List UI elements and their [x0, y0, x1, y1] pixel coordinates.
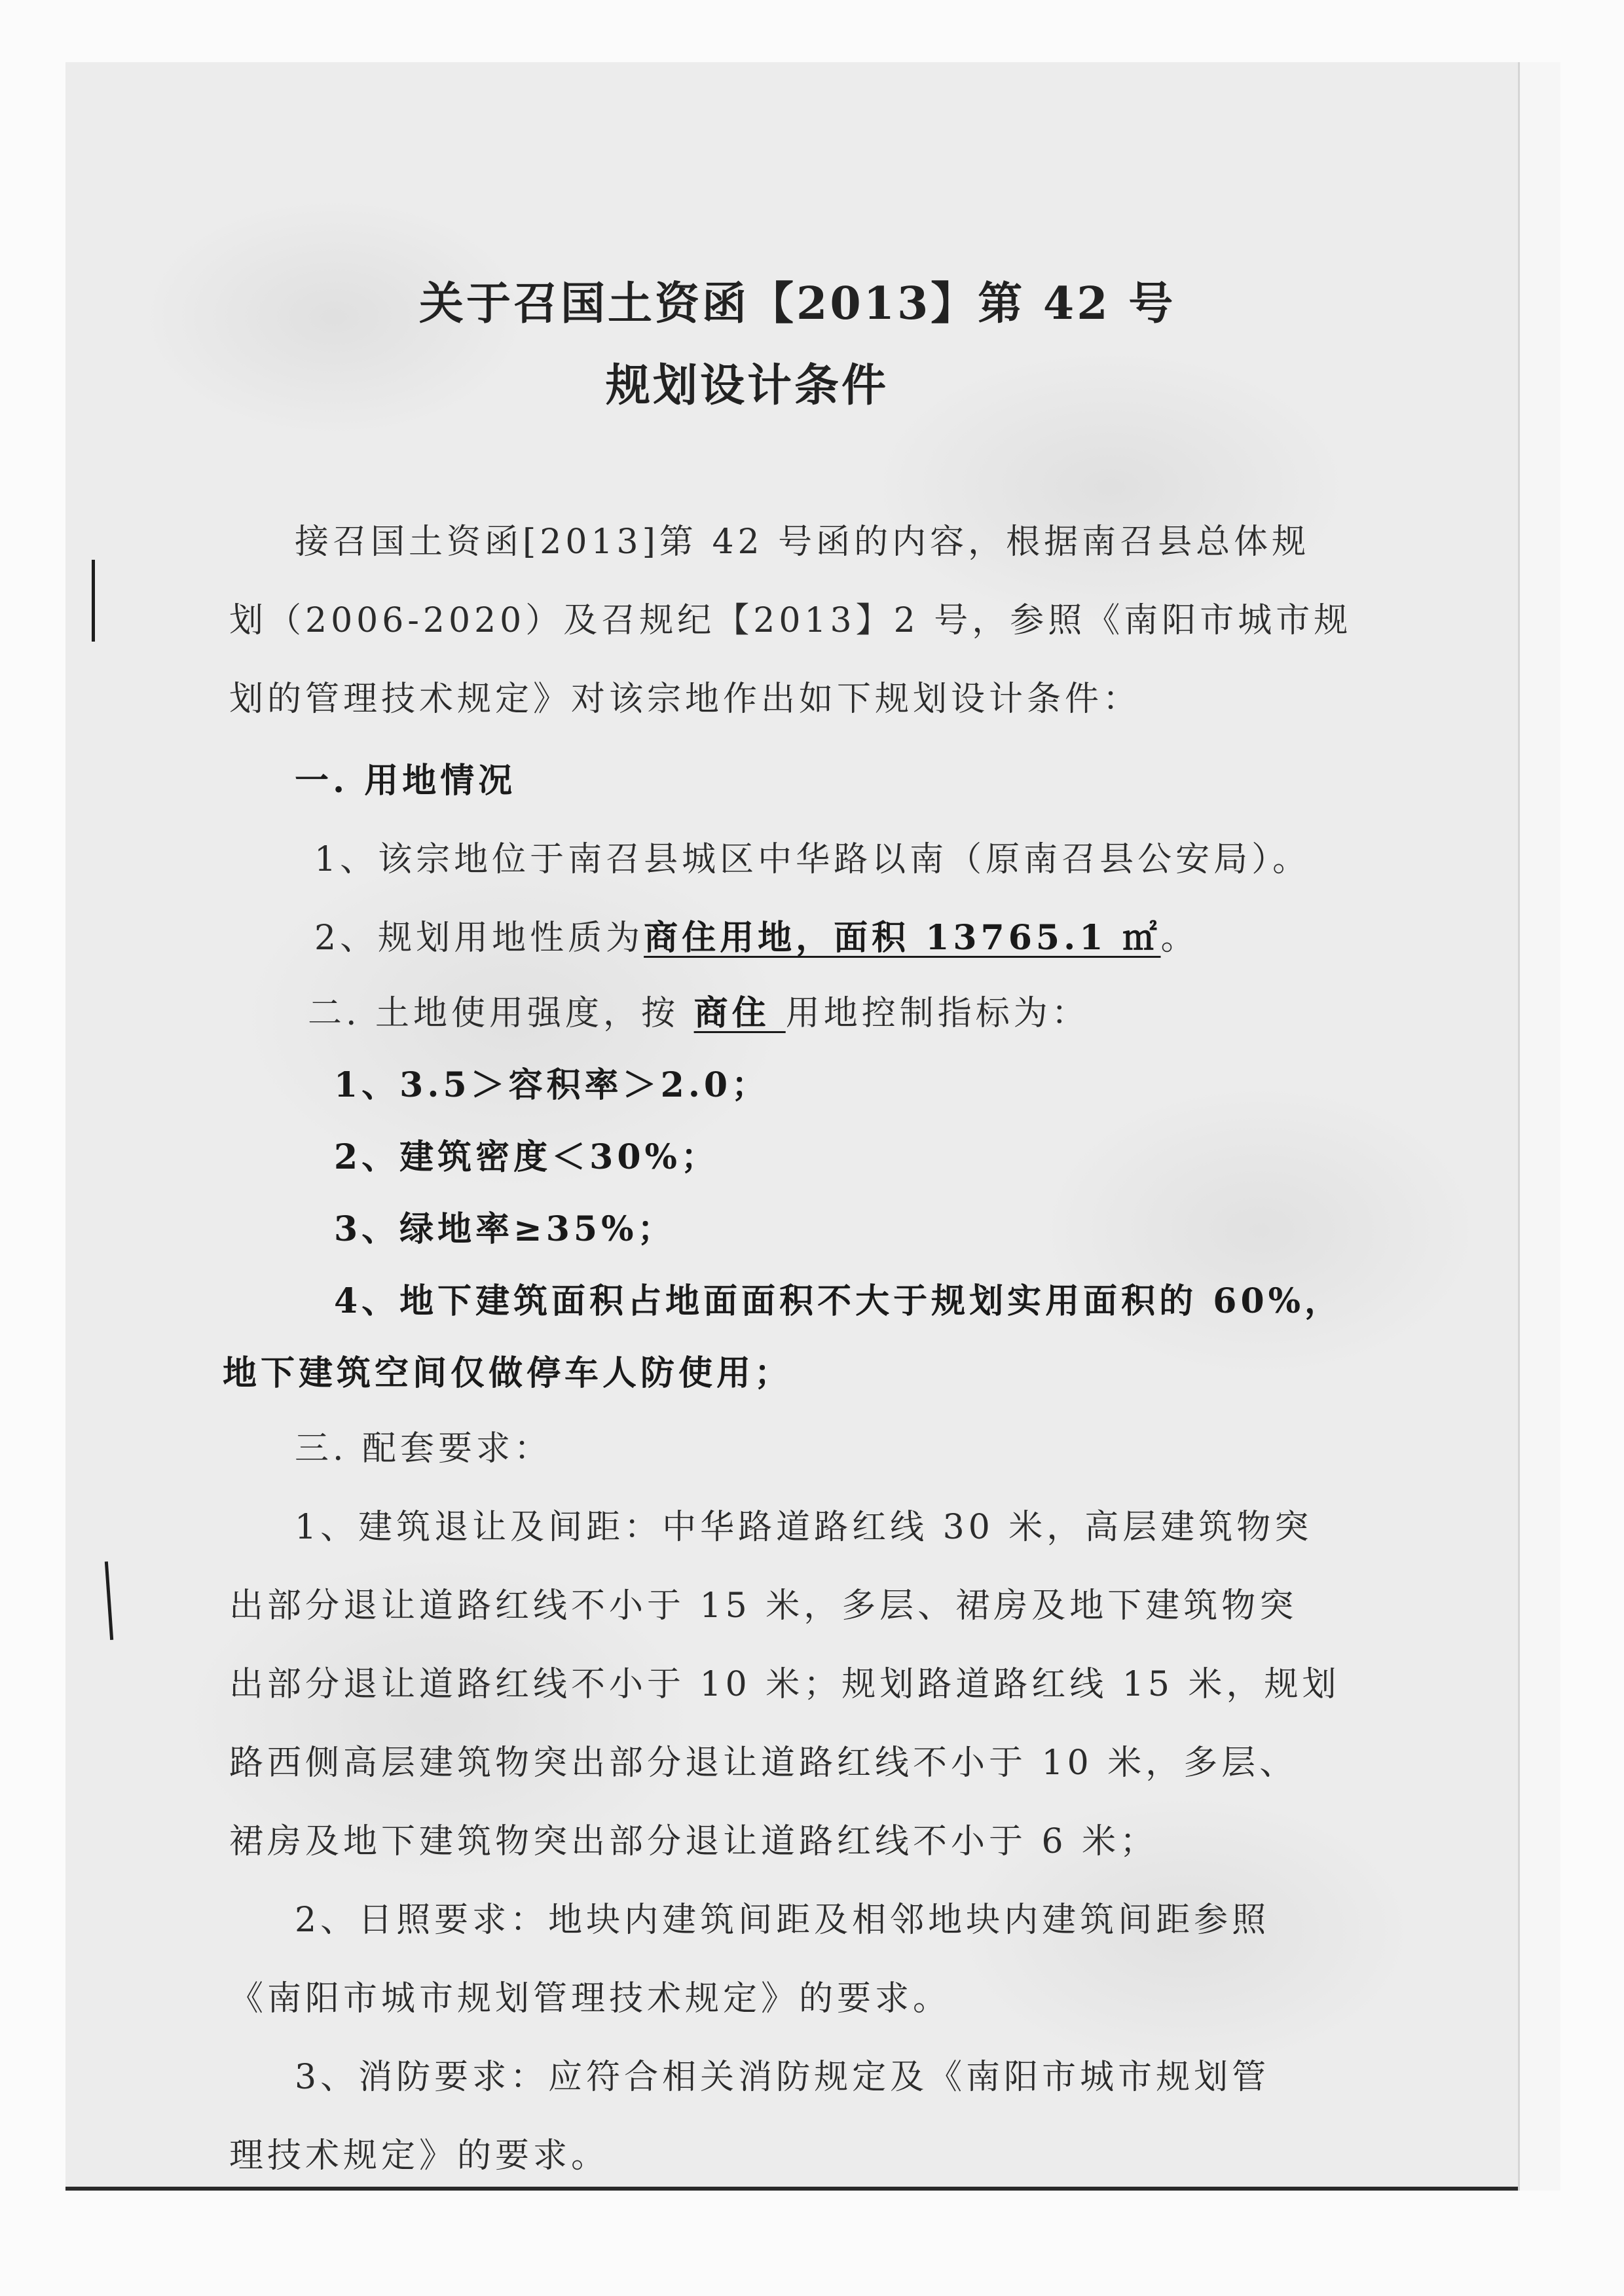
list-item: 1、该宗地位于南召县城区中华路以南（原南召县公安局）。 — [314, 840, 1311, 879]
list-item: 出部分退让道路红线不小于 10 米；规划路道路红线 15 米，规划 — [229, 1665, 1340, 1704]
heading-prefix: 二. 土地使用强度，按 — [308, 994, 694, 1033]
document-subtitle: 规划设计条件 — [606, 359, 889, 412]
list-item — [314, 910, 1199, 959]
scan-mark — [92, 560, 95, 642]
document-title: 关于召国土资函【2013】第 42 号 — [419, 278, 1176, 330]
intro-line: 划（2006-2020）及召规纪【2013】2 号，参照《南阳市城市规 — [229, 601, 1352, 640]
land-use-type: 商住 — [693, 993, 786, 1033]
list-item: 2、日照要求：地块内建筑间距及相邻地块内建筑间距参照 — [295, 1901, 1270, 1940]
list-item: 《南阳市城市规划管理技术规定》的要求。 — [229, 1979, 951, 2018]
section-heading: 三. 配套要求： — [295, 1429, 553, 1468]
list-item: 2、建筑密度＜30%； — [334, 1137, 719, 1177]
list-item: 出部分退让道路红线不小于 15 米，多层、裙房及地下建筑物突 — [229, 1586, 1298, 1626]
list-item: 3、绿地率≥35%； — [334, 1209, 676, 1249]
list-item: 1、建筑退让及间距：中华路道路红线 30 米，高层建筑物突 — [295, 1508, 1313, 1547]
list-item: 地下建筑空间仅做停车人防使用； — [223, 1353, 793, 1393]
list-item: 路西侧高层建筑物突出部分退让道路红线不小于 10 米，多层、 — [229, 1743, 1298, 1783]
intro-line: 接召国土资函[2013]第 42 号函的内容，根据南召县总体规 — [295, 522, 1310, 562]
list-item-prefix: 2、规划用地性质为 — [314, 919, 644, 958]
list-item: 3、消防要求：应符合相关消防规定及《南阳市城市规划管 — [295, 2058, 1270, 2097]
section-heading — [308, 985, 1090, 1034]
heading-suffix: 用地控制指标为： — [785, 994, 1090, 1033]
section-heading: 一. 用地情况 — [295, 761, 517, 801]
list-item: 裙房及地下建筑物突出部分退让道路红线不小于 6 米； — [229, 1822, 1158, 1861]
intro-line: 划的管理技术规定》对该宗地作出如下规划设计条件： — [229, 680, 1141, 719]
list-item-suffix: 。 — [1160, 919, 1199, 958]
list-item: 理技术规定》的要求。 — [229, 2136, 610, 2176]
paper-edge — [1518, 62, 1560, 2191]
list-item: 4、地下建筑面积占地面面积不大于规划实用面积的 60%， — [334, 1281, 1343, 1321]
land-use-value: 商住用地，面积 13765.1 ㎡ — [644, 918, 1161, 958]
list-item: 1、3.5＞容积率＞2.0； — [334, 1065, 770, 1105]
